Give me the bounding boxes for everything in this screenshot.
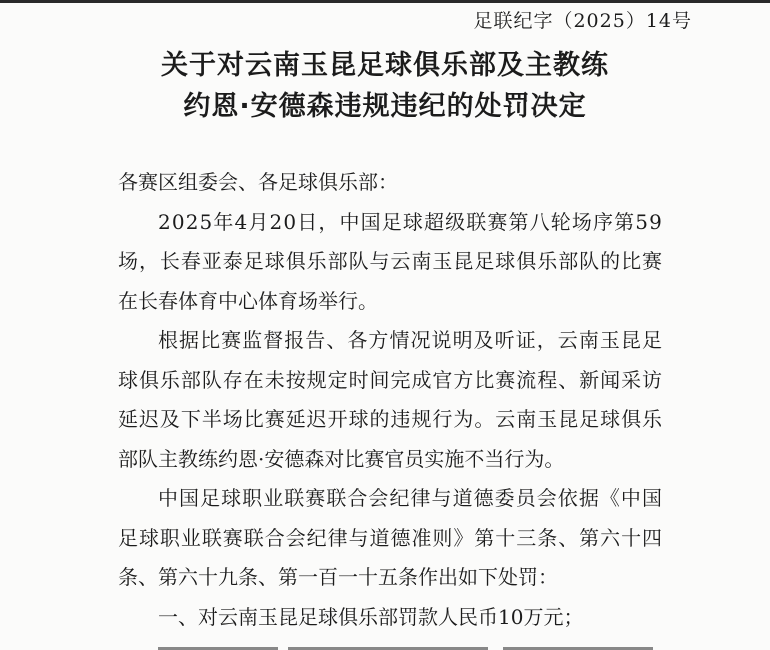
paragraph-2-line-4: 部队主教练约恩·安德森对比赛官员实施不当行为。 xyxy=(118,446,565,471)
paragraph-1-line-3: 在长春体育中心体育场举行。 xyxy=(118,288,378,313)
paragraph-3-line-3: 条、第六十九条、第一百一十五条作出如下处罚： xyxy=(118,565,558,589)
penalty-item-1: 一、对云南玉昆足球俱乐部罚款人民币10万元； xyxy=(158,604,584,629)
top-border xyxy=(0,0,770,3)
paragraph-2-line-1: 根据比赛监督报告、各方情况说明及听证，云南玉昆足 xyxy=(158,328,663,352)
paragraph-1-line-1: 2025年4月20日，中国足球超级联赛第八轮场序第59 xyxy=(158,209,663,234)
title-line-2: 约恩·安德森违规违纪的处罚决定 xyxy=(183,91,587,122)
paragraph-3-line-1: 中国足球职业联赛联合会纪律与道德委员会依据《中国 xyxy=(158,486,663,510)
document-number: 足联纪字（2025）14号 xyxy=(473,10,692,32)
document-body xyxy=(118,163,663,637)
title-line-1: 关于对云南玉昆足球俱乐部及主教练 xyxy=(161,50,609,81)
paragraph-1-line-2: 场，长春亚泰足球俱乐部队与云南玉昆足球俱乐部队的比赛 xyxy=(118,249,663,273)
cut-off-text-line xyxy=(118,641,663,650)
paragraph-2-line-2: 球俱乐部队存在未按规定时间完成官方比赛流程、新闻采访 xyxy=(118,367,663,392)
salutation: 各赛区组委会、各足球俱乐部： xyxy=(118,170,398,194)
paragraph-3-line-2: 足球职业联赛联合会纪律与道德准则》第十三条、第六十四 xyxy=(118,525,663,550)
paragraph-2-line-3: 延迟及下半场比赛延迟开球的违规行为。云南玉昆足球俱乐 xyxy=(118,407,663,431)
